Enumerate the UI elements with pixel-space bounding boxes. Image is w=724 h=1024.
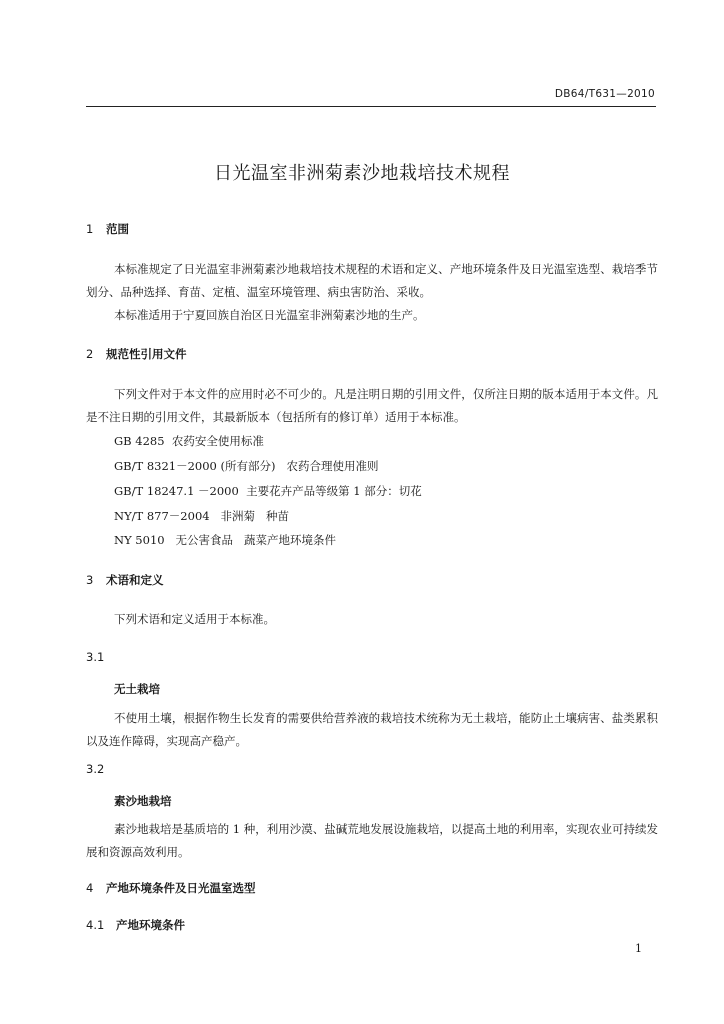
term-3-2-number: 3.2 — [86, 762, 105, 776]
section-number: 1 — [86, 222, 94, 236]
section-title: 产地环境条件及日光温室选型 — [106, 881, 256, 895]
section-3-heading — [86, 572, 164, 588]
reference-item: NY 5010 无公害食品 蔬菜产地环境条件 — [114, 533, 337, 547]
section-1-paragraph-2: 本标准适用于宁夏回族自治区日光温室非洲菊素沙地的生产。 — [114, 308, 425, 322]
reference-item: GB 4285 农药安全使用标准 — [114, 434, 264, 448]
section-2-paragraph-1: 下列文件对于本文件的应用时必不可少的。凡是注明日期的引用文件，仅所注日期的版本适用于本文件。凡是不注日期的引用文件，其最新版本（包括所有的修订单）适用于本标准。 — [86, 387, 658, 424]
standard-code: DB64/T631—2010 — [554, 88, 655, 100]
section-number: 4 — [86, 881, 94, 895]
reference-item: GB/T 18247.1 －2000 主要花卉产品等级第 1 部分：切花 — [114, 484, 422, 498]
section-number: 2 — [86, 347, 94, 361]
section-title: 范围 — [106, 222, 129, 236]
term-3-1-number: 3.1 — [86, 650, 105, 664]
section-1-heading — [86, 221, 129, 237]
term-3-2-definition: 素沙地栽培是基质培的 1 种，利用沙漠、盐碱荒地发展设施栽培，以提高土地的利用率，实现农业可持续发展和资源高效利用。 — [86, 822, 658, 859]
section-number: 3 — [86, 573, 94, 587]
page-number: 1 — [635, 942, 642, 955]
term-3-2-name: 素沙地栽培 — [114, 794, 172, 808]
section-title: 规范性引用文件 — [106, 347, 187, 361]
header-rule — [86, 106, 656, 107]
section-1-paragraph-1: 本标准规定了日光温室非洲菊素沙地栽培技术规程的术语和定义、产地环境条件及日光温室选型、栽培季节划分、品种选择、育苗、定植、温室环境管理、病虫害防治、采收。 — [86, 262, 658, 299]
reference-item: NY/T 877－2004 非洲菊 种苗 — [114, 509, 290, 523]
section-4-heading — [86, 880, 256, 896]
subsection-title: 产地环境条件 — [116, 918, 185, 932]
term-3-1-name: 无土栽培 — [114, 682, 160, 696]
section-4-1-heading — [86, 917, 185, 933]
document-title: 日光温室非洲菊素沙地栽培技术规程 — [214, 163, 510, 184]
subsection-number: 4.1 — [86, 918, 105, 932]
term-3-1-definition: 不使用土壤，根据作物生长发育的需要供给营养液的栽培技术统称为无土栽培，能防止土壤病害、盐类累积以及连作障碍，实现高产稳产。 — [86, 711, 658, 748]
section-3-paragraph-1: 下列术语和定义适用于本标准。 — [114, 612, 275, 626]
section-2-heading — [86, 346, 187, 362]
section-title: 术语和定义 — [106, 573, 164, 587]
reference-item: GB/T 8321－2000 (所有部分) 农药合理使用准则 — [114, 459, 379, 473]
